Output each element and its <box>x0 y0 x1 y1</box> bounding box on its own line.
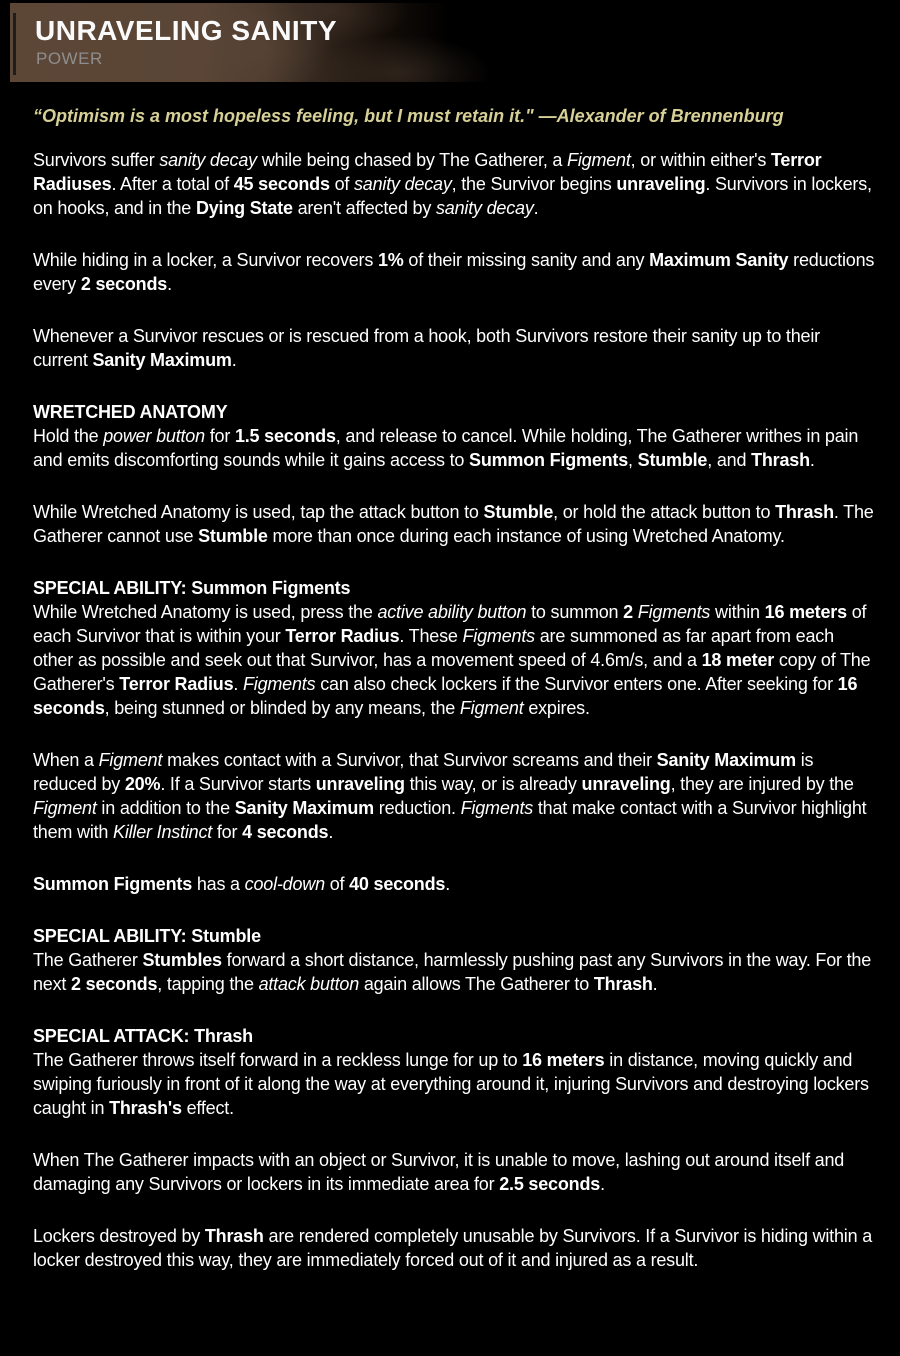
section-thrash <box>33 1024 878 1120</box>
text-run: forward a short distance, harmlessly pushing past any Survivors in the way. For the next <box>33 950 872 994</box>
text-run: . The Gatherer cannot use <box>33 502 874 546</box>
text-run: 16 meters <box>764 602 847 622</box>
text-run: , the Survivor begins <box>451 174 617 194</box>
text-run: Figment <box>459 698 524 718</box>
text-run: Summon Figments <box>33 874 193 894</box>
power-subtitle: POWER <box>36 49 103 68</box>
text-run: . <box>652 974 658 994</box>
paragraph-thrash-impact <box>33 1148 878 1196</box>
paragraph-text <box>33 148 878 220</box>
text-run: Thrash <box>751 450 810 470</box>
text-run: has a <box>192 874 245 894</box>
text-run: active ability button <box>377 602 527 622</box>
text-run: Figments <box>462 626 535 646</box>
section-wretched-anatomy <box>33 400 878 472</box>
text-run: , or hold the attack button to <box>553 502 776 522</box>
paragraph-sanity-decay <box>33 148 878 220</box>
text-run: While Wretched Anatomy is used, tap the attack button to <box>33 502 484 522</box>
text-run: . If a Survivor starts <box>160 774 316 794</box>
paragraph-text <box>33 1048 878 1120</box>
section-heading: SPECIAL ABILITY: Summon Figments <box>33 578 351 598</box>
power-header-panel <box>10 3 890 82</box>
text-run: are rendered completely unusable by Survivors. If a Survivor is hiding within a locker destroyed this way, they are immediately forced out of it and injured as a result. <box>33 1226 873 1270</box>
text-run: Thrash's <box>109 1098 182 1118</box>
text-run: Thrash <box>593 974 653 994</box>
paragraph-text <box>33 748 878 844</box>
text-run: of <box>324 874 350 894</box>
text-run: . <box>231 350 237 370</box>
text-run: 45 seconds <box>233 174 330 194</box>
paragraph-text <box>33 104 878 128</box>
text-run: , and <box>707 450 752 470</box>
text-run: Lockers destroyed by <box>33 1226 205 1246</box>
text-run: Sanity Maximum <box>656 750 796 770</box>
text-run: Figment <box>98 750 163 770</box>
text-run: while being chased by The Gatherer, a <box>256 150 568 170</box>
text-run: are summoned as far apart from each other as possible and seek out that Survivor, has a movement speed of 4.6m/s, and a <box>33 626 834 670</box>
text-run: for <box>212 822 243 842</box>
text-run: While hiding in a locker, a Survivor recovers <box>33 250 378 270</box>
text-run: Stumble <box>483 502 554 522</box>
power-title: UNRAVELING SANITY <box>35 15 337 46</box>
text-run: , tapping the <box>157 974 259 994</box>
paragraph-destroyed-lockers <box>33 1224 878 1272</box>
paragraph-figment-contact <box>33 748 878 844</box>
section-heading: SPECIAL ATTACK: Thrash <box>33 1026 253 1046</box>
text-run: , being stunned or blinded by any means, the <box>104 698 460 718</box>
text-run: 1.5 seconds <box>234 426 336 446</box>
text-run: can also check lockers if the Survivor enters one. After seeking for <box>315 674 838 694</box>
text-run: Summon Figments <box>469 450 629 470</box>
text-run: Dying State <box>195 198 293 218</box>
text-run: effect. <box>181 1098 234 1118</box>
paragraph-text <box>33 424 878 472</box>
text-run: 20% <box>124 774 161 794</box>
text-run: copy of The Gatherer's <box>33 650 871 694</box>
paragraph-wretched-anatomy-usage <box>33 500 878 548</box>
text-run: 40 seconds <box>349 874 446 894</box>
text-run: Figments <box>637 602 711 622</box>
text-run: within <box>710 602 765 622</box>
text-run: in addition to the <box>96 798 235 818</box>
text-run: more than once during each instance of using Wretched Anatomy. <box>267 526 785 546</box>
text-run: Whenever a Survivor rescues or is rescued from a hook, both Survivors restore their sanity up to their current <box>33 326 820 370</box>
text-run: . <box>167 274 172 294</box>
text-run: While Wretched Anatomy is used, press the <box>33 602 378 622</box>
text-run: Stumbles <box>142 950 222 970</box>
text-run: Stumble <box>637 450 708 470</box>
text-run: power button <box>103 426 205 446</box>
paragraph-text <box>33 1224 878 1272</box>
text-run: in distance, moving quickly and swiping furiously in front of it along the way at everything around it, injuring Survivors and destroying lockers caught in <box>33 1050 869 1118</box>
text-run: . After a total of <box>111 174 234 194</box>
text-run: reduction. <box>373 798 461 818</box>
section-heading: WRETCHED ANATOMY <box>33 402 228 422</box>
text-run: . <box>445 874 450 894</box>
text-run: . <box>233 674 243 694</box>
paragraph-hook-rescue <box>33 324 878 372</box>
paragraph-cooldown <box>33 872 878 896</box>
text-run: is reduced by <box>33 750 814 794</box>
text-run: , and release to cancel. While holding, The Gatherer writhes in pain and emits discomforting sounds while it gains access to <box>33 426 859 470</box>
text-run: for <box>204 426 235 446</box>
text-run: Figment <box>567 150 631 170</box>
text-run: 2.5 seconds <box>499 1174 601 1194</box>
text-run: Sanity Maximum <box>234 798 374 818</box>
text-run: Terror Radiuses <box>33 150 822 194</box>
section-summon-figments <box>33 576 878 720</box>
text-run: 16 seconds <box>33 674 858 718</box>
text-run: “Optimism is a most hopeless feeling, but I must retain it." —Alexander of Brennenburg <box>33 106 784 126</box>
text-run: this way, or is already <box>404 774 582 794</box>
text-run: again allows The Gatherer to <box>359 974 594 994</box>
header-left-edge <box>13 13 16 75</box>
text-run: attack button <box>258 974 360 994</box>
text-run: unraveling <box>315 774 405 794</box>
text-run: Killer Instinct <box>113 822 213 842</box>
text-run: Thrash <box>204 1226 264 1246</box>
text-run: The Gatherer <box>33 950 143 970</box>
text-run: Terror Radius <box>285 626 400 646</box>
text-run: sanity decay <box>159 150 257 170</box>
text-run: reductions every <box>33 250 875 294</box>
paragraph-text <box>33 872 878 896</box>
text-run: When The Gatherer impacts with an object or Survivor, it is unable to move, lashing out around itself and damaging any Survivors or lockers in its immediate area for <box>33 1150 845 1194</box>
text-run: . Survivors in lockers, on hooks, and in the <box>33 174 872 218</box>
text-run: Hold the <box>33 426 104 446</box>
flavor-quote <box>33 104 878 128</box>
text-run: that make contact with a Survivor highlight them with <box>33 798 867 842</box>
text-run: Sanity Maximum <box>92 350 232 370</box>
power-description <box>33 104 878 1300</box>
text-run: Stumble <box>198 526 268 546</box>
text-run: 18 meter <box>701 650 775 670</box>
text-run: aren't affected by <box>292 198 436 218</box>
text-run: When a <box>33 750 99 770</box>
section-heading: SPECIAL ABILITY: Stumble <box>33 926 261 946</box>
text-run: unraveling <box>616 174 706 194</box>
text-run: , or within either's <box>630 150 771 170</box>
text-run: expires. <box>523 698 590 718</box>
text-run: Thrash <box>775 502 834 522</box>
text-run: of their missing sanity and any <box>403 250 650 270</box>
paragraph-text <box>33 248 878 296</box>
text-run: cool-down <box>244 874 325 894</box>
text-run: sanity decay <box>354 174 452 194</box>
text-run: 4 seconds <box>242 822 329 842</box>
text-run: , they are injured by the <box>670 774 854 794</box>
section-stumble <box>33 924 878 996</box>
text-run: . <box>328 822 334 842</box>
text-run: unraveling <box>581 774 671 794</box>
text-run: 2 seconds <box>71 974 158 994</box>
paragraph-text <box>33 324 878 372</box>
paragraph-text <box>33 500 878 548</box>
paragraph-locker-recovery <box>33 248 878 296</box>
text-run: Figments <box>242 674 316 694</box>
text-run: . These <box>399 626 463 646</box>
text-run: 2 <box>623 602 633 622</box>
text-run: of <box>329 174 354 194</box>
paragraph-text <box>33 1148 878 1196</box>
text-run: Figment <box>33 798 97 818</box>
text-run: Maximum Sanity <box>649 250 789 270</box>
text-run: Survivors suffer <box>33 150 160 170</box>
paragraph-text <box>33 600 878 720</box>
text-run: The Gatherer throws itself forward in a reckless lunge for up to <box>33 1050 523 1070</box>
text-run: 16 meters <box>522 1050 605 1070</box>
text-run: , <box>628 450 638 470</box>
text-run: . <box>600 1174 605 1194</box>
text-run: makes contact with a Survivor, that Survivor screams and their <box>162 750 657 770</box>
text-run: . <box>533 198 539 218</box>
text-run: 2 seconds <box>80 274 168 294</box>
text-run: of each Survivor that is within your <box>33 602 867 646</box>
paragraph-text <box>33 948 878 996</box>
text-run: sanity decay <box>435 198 534 218</box>
text-run: Terror Radius <box>119 674 234 694</box>
text-run: . <box>809 450 815 470</box>
text-run: to summon <box>526 602 624 622</box>
text-run: Figments <box>460 798 534 818</box>
text-run: 1% <box>377 250 404 270</box>
